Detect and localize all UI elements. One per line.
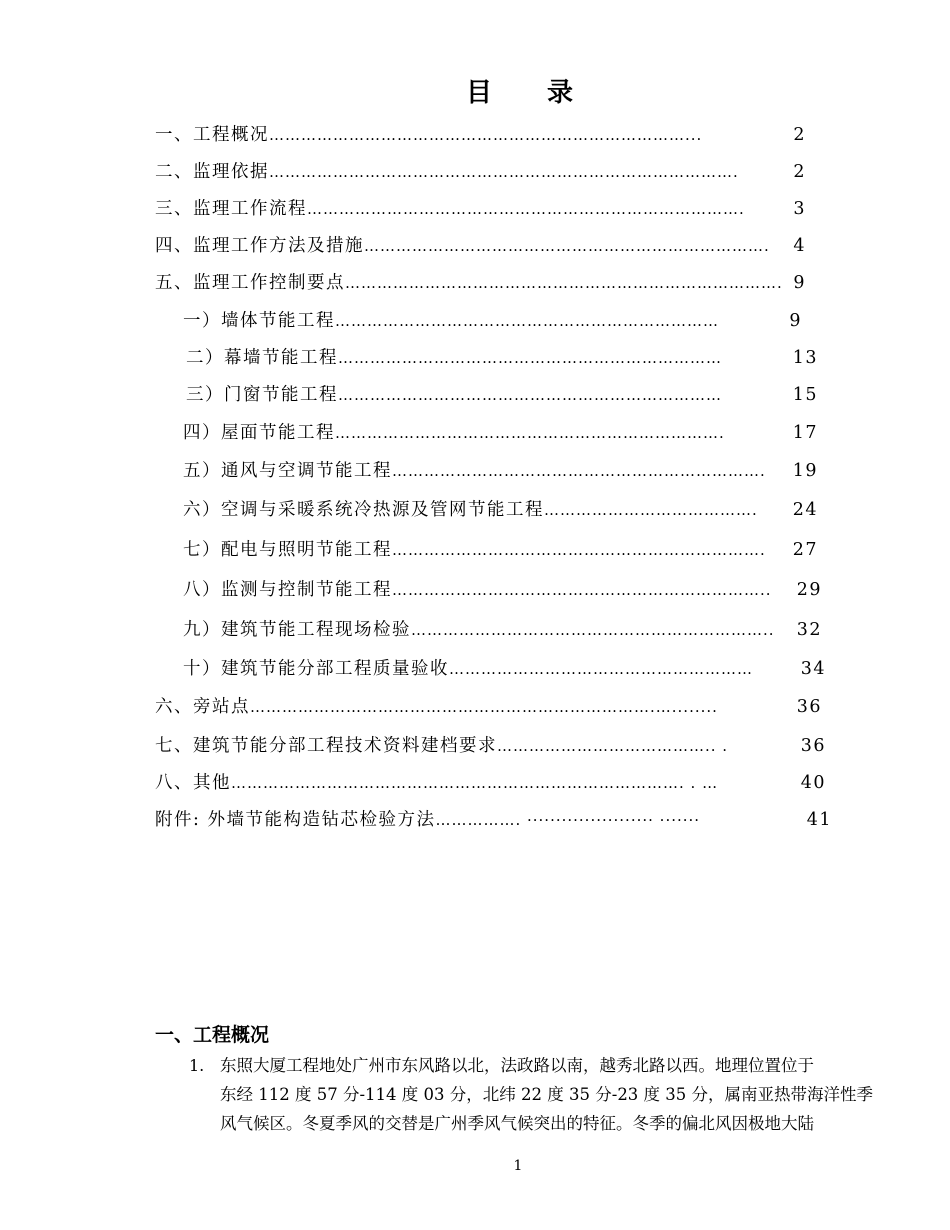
toc-entry[interactable] <box>183 458 818 484</box>
toc-entry-label: 二）幕墙节能工程 <box>186 348 338 368</box>
toc-entry-label: 七）配电与照明节能工程 <box>183 540 392 560</box>
toc-entry-leader: …………………………………………………………………. <box>364 237 770 255</box>
toc-entry[interactable] <box>183 308 802 334</box>
toc-entry[interactable] <box>186 382 818 408</box>
toc-entry-page: 3 <box>793 199 806 219</box>
paragraph-number: 1. <box>189 1056 205 1075</box>
toc-entry[interactable] <box>183 497 818 523</box>
toc-entry-leader: ………………………………………………………….. <box>411 621 775 639</box>
paragraph-line: 东照大厦工程地处广州市东风路以北，法政路以南，越秀北路以西。地理位置位于 <box>220 1056 814 1075</box>
toc-entry-leader: ………………………………………………………………. <box>335 424 725 442</box>
toc-entry-leader: ………………………………….. . <box>497 737 729 755</box>
toc-entry-page: 2 <box>793 162 806 182</box>
toc-entry-label: 八）监测与控制节能工程 <box>183 580 392 600</box>
toc-entry-leader: ……………. ······················ ······· <box>435 811 701 829</box>
toc-entry[interactable] <box>155 233 806 259</box>
toc-entry-label: 八、其他 <box>155 773 231 793</box>
toc-entry-leader: …………………………………………………………….. <box>392 581 772 599</box>
toc-entry-page: 17 <box>792 423 818 443</box>
toc-title-char-1: 目 <box>465 78 493 108</box>
toc-entry-leader: ……………………………………………………………… <box>338 349 722 367</box>
toc-entry-leader: ……………………………………………………………. <box>392 541 766 559</box>
toc-entry[interactable] <box>155 807 832 833</box>
toc-entry-leader: …………………………………………………………………………. . … <box>231 774 719 792</box>
toc-entry-label: 九）建筑节能工程现场检验 <box>183 620 411 640</box>
toc-title <box>0 72 950 109</box>
toc-entry-page: 41 <box>806 810 832 830</box>
toc-entry-page: 34 <box>800 659 826 679</box>
toc-entry-label: 三、监理工作流程 <box>155 199 307 219</box>
toc-entry-leader: ……………………………………………………………………... <box>269 126 703 144</box>
toc-entry-leader: ……………………………………………………………………………. <box>269 163 739 181</box>
toc-entry-leader: ………………………………………………… <box>449 660 753 678</box>
toc-entry-page: 24 <box>792 500 818 520</box>
toc-entry-label: 四）屋面节能工程 <box>183 423 335 443</box>
toc-entry-page: 27 <box>792 540 818 560</box>
toc-entry-page: 13 <box>792 348 818 368</box>
toc-entry-leader: ……………………………………………………………… <box>338 386 722 404</box>
toc-entry[interactable] <box>155 270 806 296</box>
toc-entry[interactable] <box>155 770 826 796</box>
toc-entry[interactable] <box>155 733 826 759</box>
toc-entry[interactable] <box>155 694 822 720</box>
toc-entry-label: 六）空调与采暖系统冷热源及管网节能工程 <box>183 500 544 520</box>
toc-entry[interactable] <box>155 159 806 185</box>
toc-entry-label: 一、工程概况 <box>155 125 269 145</box>
toc-entry[interactable] <box>155 122 806 148</box>
toc-entry-page: 9 <box>793 273 806 293</box>
toc-entry[interactable] <box>155 196 806 222</box>
toc-entry[interactable] <box>183 617 822 643</box>
toc-entry[interactable] <box>183 577 822 603</box>
toc-entry[interactable] <box>186 345 818 371</box>
toc-entry-label: 十）建筑节能分部工程质量验收 <box>183 659 449 679</box>
toc-entry[interactable] <box>183 537 818 563</box>
toc-entry-leader: ……………………………………………………………. <box>392 462 766 480</box>
toc-entry-leader: ………………………………………………………………….…........ <box>250 698 718 716</box>
toc-entry-page: 15 <box>792 385 818 405</box>
toc-entry-label: 七、建筑节能分部工程技术资料建档要求 <box>155 736 497 756</box>
toc-entry-label: 四、监理工作方法及措施 <box>155 236 364 256</box>
toc-title-char-2: 录 <box>547 78 575 108</box>
toc-entry-label: 三）门窗节能工程 <box>186 385 338 405</box>
toc-entry-label: 二、监理依据 <box>155 162 269 182</box>
toc-entry-leader: ………………………………………………………………………. <box>307 200 745 218</box>
toc-entry[interactable] <box>183 656 826 682</box>
toc-entry-page: 19 <box>792 461 818 481</box>
toc-entry-page: 29 <box>796 580 822 600</box>
toc-entry-page: 2 <box>793 125 806 145</box>
toc-entry-page: 9 <box>789 311 802 331</box>
toc-entry[interactable] <box>183 420 818 446</box>
paragraph-line: 风气候区。冬夏季风的交替是广州季风气候突出的特征。冬季的偏北风因极地大陆 <box>220 1114 814 1133</box>
toc-entry-leader: …………………………………. <box>544 501 758 519</box>
toc-entry-page: 32 <box>796 620 822 640</box>
page-number: 1 <box>513 1158 523 1174</box>
toc-entry-page: 36 <box>796 697 822 717</box>
toc-entry-page: 36 <box>800 736 826 756</box>
paragraph-line: 东经 112 度 57 分-114 度 03 分，北纬 22 度 35 分-23 度 35 分，属南亚热带海洋性季 <box>220 1085 874 1104</box>
toc-entry-page: 40 <box>800 773 826 793</box>
toc-entry-label: 五）通风与空调节能工程 <box>183 461 392 481</box>
section-heading: 一、工程概况 <box>155 1024 270 1046</box>
toc-entry-leader: ……………………………………………………………… <box>335 312 719 330</box>
toc-entry-page: 4 <box>793 236 806 256</box>
toc-entry-label: 六、旁站点 <box>155 697 250 717</box>
toc-entry-label: 五、监理工作控制要点 <box>155 273 345 293</box>
toc-entry-label: 附件: 外墙节能构造钻芯检验方法 <box>155 810 436 830</box>
toc-entry-label: 一）墙体节能工程 <box>183 311 335 331</box>
toc-entry-leader: ………………………………………………………………………. <box>345 274 783 292</box>
